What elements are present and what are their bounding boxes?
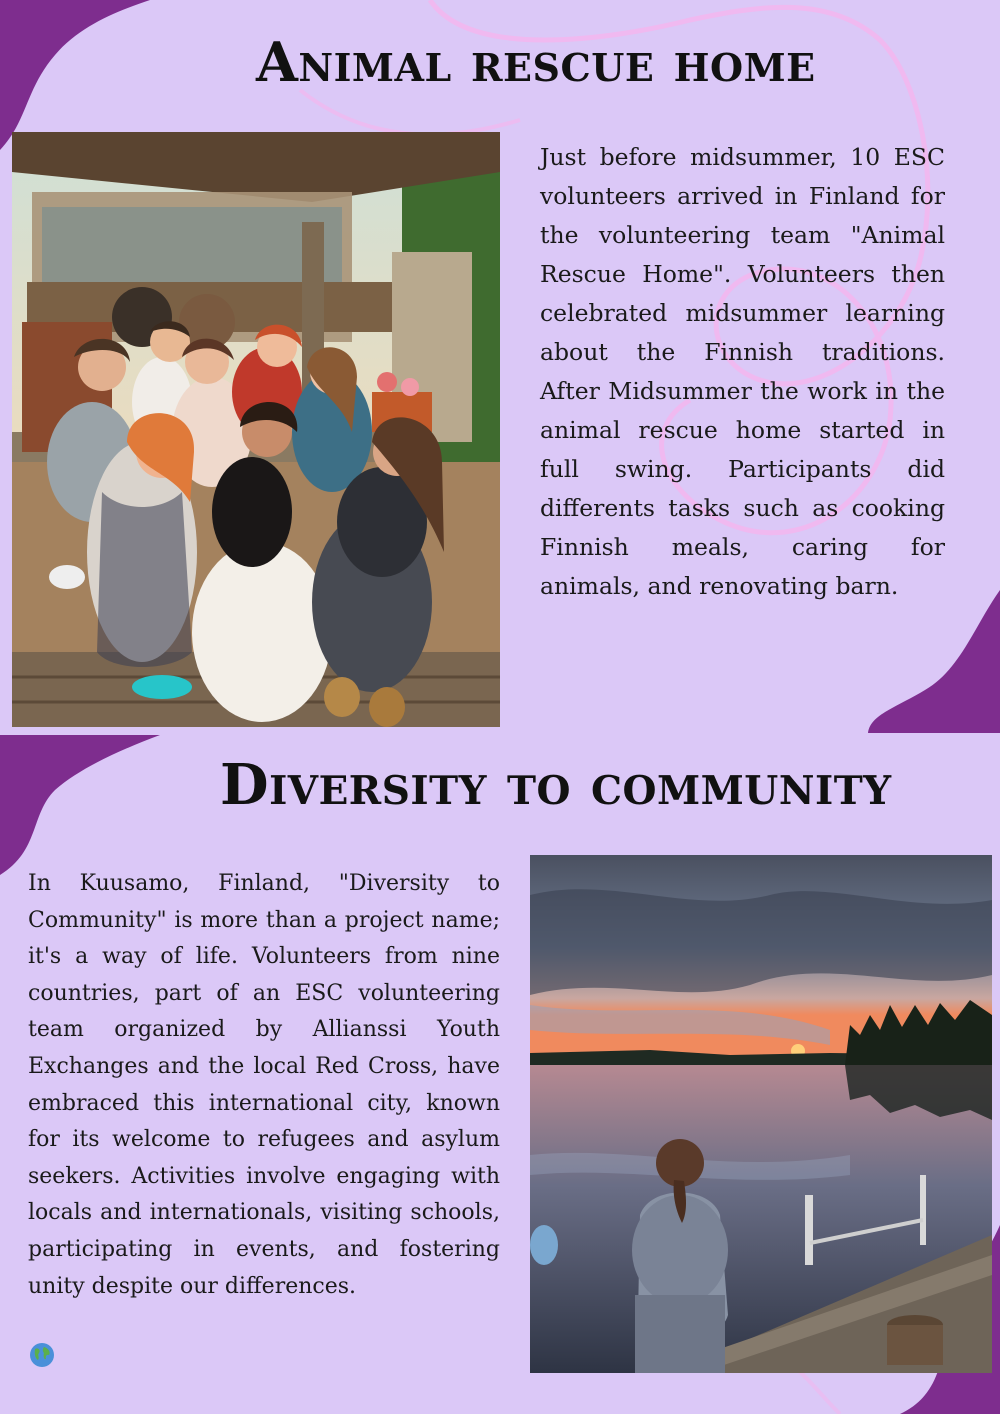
section-paragraph-diversity: In Kuusamo, Finland, "Diversity to Community" is more than a project name; it's a way of life. Volunteers from nine countries, part of an ESC volunteering team organized by Allianssi Youth Exchanges and the local Red Cross, have embraced this international city, known for its welcome to refugees and asylum seekers. Activities involve engaging with locals and internationals, visiting schools, participating in events, and fostering unity despite our differences. [28, 871, 500, 1299]
photo-volunteers-group [12, 132, 500, 727]
photo-lake-sunset [530, 855, 992, 1373]
section-paragraph-animal-rescue: Just before midsummer, 10 ESC volunteers arrived in Finland for the volunteering team "Animal Rescue Home". Volunteers then celebrated midsummer learning about the Finnish traditions. After Midsummer the work in the animal rescue home started in full swing. Participants did differents tasks such as cooking Finnish meals, caring for animals, and renovating barn. [540, 143, 945, 600]
section-title-diversity-to-community: Diversity to community [220, 752, 892, 818]
section-title-animal-rescue-home: Animal rescue home [256, 30, 816, 94]
globe-icon [29, 1342, 55, 1368]
